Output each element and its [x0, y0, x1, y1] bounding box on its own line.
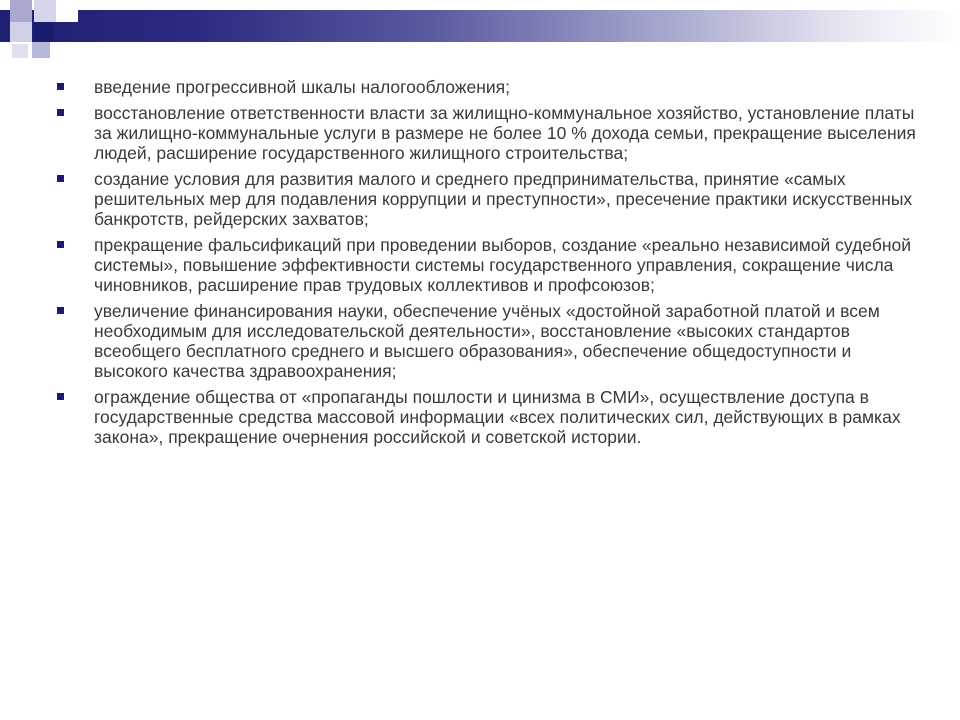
bullet-text: прекращение фальсификаций при проведении выборов, создание «реально независимой судебной системы», повышение эффективности системы государственного управления, сокращение числа чиновников, расширение прав трудовых коллективов и профсоюзов; [94, 235, 912, 295]
bullet-text: увеличение финансирования науки, обеспечение учёных «достойной заработной платой и всем необходимым для исследовательской деятельности», восстановление «высоких стандартов всеобщего бесплатного среднего и высшего образования», обеспечение общедоступности и высокого качества здравоохранения; [94, 301, 880, 381]
decorative-square [32, 42, 50, 58]
list-item [57, 235, 917, 295]
square-bullet-icon [57, 241, 64, 248]
bullet-text: создание условия для развития малого и среднего предпринимательства, принятие «самых решительных мер для подавления коррупции и преступности», пресечение практики искусственных банкротств, рейдерских захватов; [94, 169, 913, 229]
square-bullet-icon [57, 83, 64, 90]
square-bullet-icon [57, 175, 64, 182]
list-item [57, 301, 917, 381]
header-gradient-bar [0, 10, 960, 42]
decorative-square [34, 0, 56, 22]
list-item [57, 77, 917, 97]
square-bullet-icon [57, 109, 64, 116]
bullet-text: введение прогрессивной шкалы налогообложения; [94, 77, 510, 97]
bullet-text: ограждение общества от «пропаганды пошлости и цинизма в СМИ», осуществление доступа в государственные средства массовой информации «всех политических сил, действующих в рамках закона», прекращение очернения российской и советской истории. [94, 387, 901, 447]
list-item [57, 103, 917, 163]
decorative-square [56, 0, 78, 22]
decorative-square [10, 22, 32, 42]
square-bullet-icon [57, 307, 64, 314]
list-item [57, 169, 917, 229]
decorative-square [12, 44, 28, 58]
bullet-text: восстановление ответственности власти за жилищно-коммунальное хозяйство, установление платы за жилищно-коммунальные услуги в размере не более 10 % дохода семьи, прекращение выселения людей, расширение государственного жилищного строительства; [94, 103, 916, 163]
square-bullet-icon [57, 393, 64, 400]
decorative-square [34, 22, 54, 42]
decorative-square [10, 0, 32, 22]
list-item [57, 387, 917, 447]
bullet-list [57, 77, 917, 453]
